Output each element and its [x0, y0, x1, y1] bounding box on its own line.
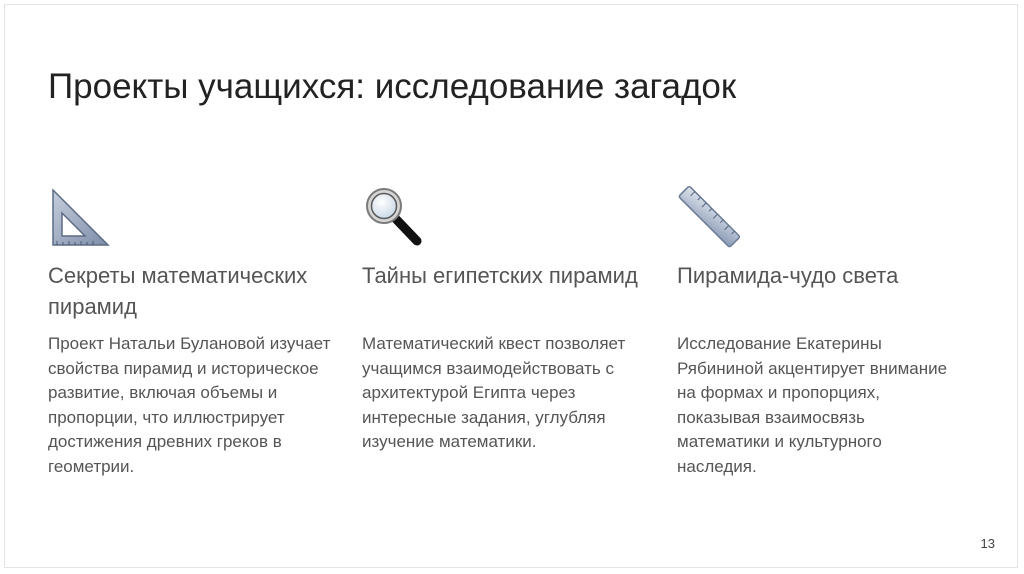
- page-number: 13: [980, 536, 995, 551]
- ruler-icon: [677, 185, 741, 249]
- project-description: Проект Натальи Булановой изучает свойства пирамид и историческое развитие, включая объемы и пропорции, что иллюстрирует достижения древних греков в геометрии.: [48, 334, 331, 476]
- slide-title: Проекты учащихся: исследование загадок: [48, 67, 737, 106]
- project-description: Исследование Екатерины Рябининой акцентирует внимание на формах и пропорциях, показывая взаимосвязь математики и культурного наследия.: [677, 334, 948, 476]
- slide: [4, 4, 1018, 568]
- project-heading: Тайны египетских пирамид: [362, 263, 638, 288]
- project-heading: Пирамида-чудо света: [677, 263, 899, 288]
- project-description: Математический квест позволяет учащимся взаимодействовать с архитектурой Египта через интересные задания, углубляя изучение математики.: [362, 334, 626, 451]
- magnifying-glass-icon: [362, 185, 426, 249]
- project-heading: Секреты математических пирамид: [48, 263, 308, 319]
- set-square-icon: [48, 185, 112, 249]
